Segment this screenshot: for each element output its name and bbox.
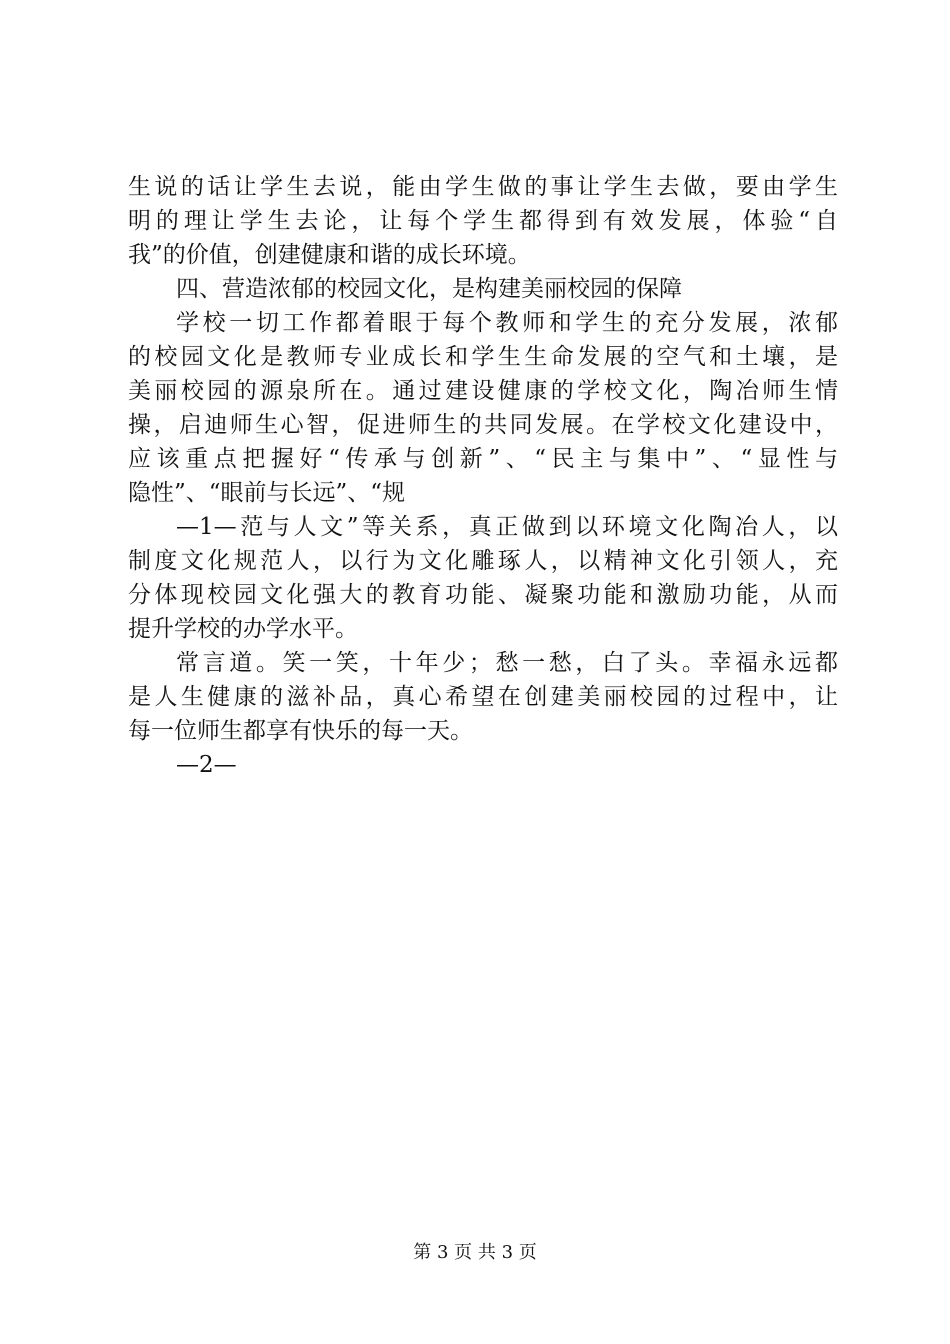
body-line: 我”的价值，创建健康和谐的成长环境。 <box>128 242 531 268</box>
body-line: 操，启迪师生心智，促进师生的共同发展。在学校文化建设中， <box>128 412 838 438</box>
body-line: 常言道。笑一笑，十年少；愁一愁，白了头。幸福永远都 <box>176 650 838 676</box>
document-body <box>128 170 838 782</box>
body-line: 分体现校园文化强大的教育功能、凝聚功能和激励功能，从而 <box>128 582 838 608</box>
body-line: 美丽校园的源泉所在。通过建设健康的学校文化，陶冶师生情 <box>128 378 838 404</box>
section-heading: 四、营造浓郁的校园文化，是构建美丽校园的保障 <box>176 276 682 302</box>
body-line: —1—范与人文”等关系，真正做到以环境文化陶冶人，以 <box>176 514 838 540</box>
body-line: 生说的话让学生去说，能由学生做的事让学生去做，要由学生 <box>128 174 838 200</box>
inline-page-number: —2— <box>176 752 237 778</box>
body-line: 的校园文化是教师专业成长和学生生命发展的空气和土壤，是 <box>128 344 838 370</box>
body-line: 提升学校的办学水平。 <box>128 616 358 642</box>
body-line: 明的理让学生去论，让每个学生都得到有效发展，体验“自 <box>128 208 838 234</box>
body-line: 学校一切工作都着眼于每个教师和学生的充分发展，浓郁 <box>176 310 838 336</box>
page-footer: 第 3 页 共 3 页 <box>413 1242 537 1263</box>
body-line: 是人生健康的滋补品，真心希望在创建美丽校园的过程中，让 <box>128 684 838 710</box>
body-line: 应该重点把握好“传承与创新”、“民主与集中”、“显性与 <box>128 446 838 472</box>
body-line: 每一位师生都享有快乐的每一天。 <box>128 718 473 744</box>
body-line: 制度文化规范人，以行为文化雕琢人，以精神文化引领人，充 <box>128 548 838 574</box>
body-line: 隐性”、“眼前与长远”、“规 <box>128 480 406 506</box>
